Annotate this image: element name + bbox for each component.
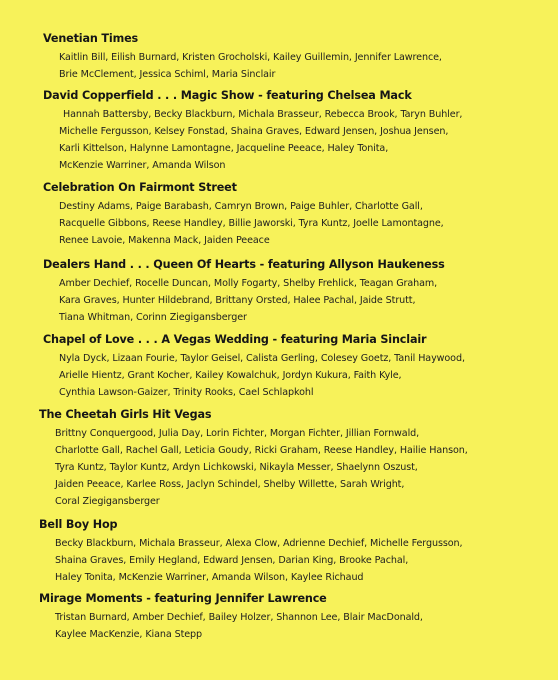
cast-line: Renee Lavoie, Makenna Mack, Jaiden Peeace (59, 235, 270, 246)
cast-line: Haley Tonita, McKenzie Warriner, Amanda Wilson, Kaylee Richaud (55, 572, 364, 583)
cast-line: Michelle Fergusson, Kelsey Fonstad, Shaina Graves, Edward Jensen, Joshua Jensen, (59, 126, 449, 137)
section-title: David Copperfield . . . Magic Show - featuring Chelsea Mack (43, 89, 412, 102)
cast-line: Karli Kittelson, Halynne Lamontagne, Jacqueline Peeace, Haley Tonita, (59, 143, 389, 154)
cast-line: Hannah Battersby, Becky Blackburn, Michala Brasseur, Rebecca Brook, Taryn Buhler, (63, 109, 463, 120)
cast-line: McKenzie Warriner, Amanda Wilson (59, 160, 226, 171)
cast-line: Shaina Graves, Emily Hegland, Edward Jensen, Darian King, Brooke Pachal, (55, 555, 409, 566)
cast-line: Destiny Adams, Paige Barabash, Camryn Brown, Paige Buhler, Charlotte Gall, (59, 201, 423, 212)
section-title: The Cheetah Girls Hit Vegas (39, 408, 212, 421)
cast-line: Kaylee MacKenzie, Kiana Stepp (55, 629, 203, 640)
cast-line: Amber Dechief, Rocelle Duncan, Molly Fogarty, Shelby Frehlick, Teagan Graham, (59, 278, 438, 289)
section-title: Mirage Moments - featuring Jennifer Lawrence (39, 592, 327, 605)
section-title: Dealers Hand . . . Queen Of Hearts - featuring Allyson Haukeness (43, 258, 445, 271)
cast-line: Arielle Hientz, Grant Kocher, Kailey Kowalchuk, Jordyn Kukura, Faith Kyle, (59, 370, 402, 381)
cast-line: Brittny Conquergood, Julia Day, Lorin Fichter, Morgan Fichter, Jillian Fornwald, (55, 428, 420, 439)
cast-line: Cynthia Lawson-Gaizer, Trinity Rooks, Cael Schlapkohl (59, 387, 314, 398)
section-title: Bell Boy Hop (39, 518, 118, 531)
cast-line: Nyla Dyck, Lizaan Fourie, Taylor Geisel, Calista Gerling, Colesey Goetz, Tanil Haywood, (59, 353, 465, 364)
cast-line: Jaiden Peeace, Karlee Ross, Jaclyn Schindel, Shelby Willette, Sarah Wright, (55, 479, 405, 490)
cast-line: Kaitlin Bill, Eilish Burnard, Kristen Grocholski, Kailey Guillemin, Jennifer Lawrence, (59, 52, 442, 63)
cast-line: Tristan Burnard, Amber Dechief, Bailey Holzer, Shannon Lee, Blair MacDonald, (55, 612, 423, 623)
cast-line: Racquelle Gibbons, Reese Handley, Billie Jaworski, Tyra Kuntz, Joelle Lamontagne, (59, 218, 444, 229)
cast-line: Charlotte Gall, Rachel Gall, Leticia Goudy, Ricki Graham, Reese Handley, Hailie Hanson, (55, 445, 468, 456)
cast-line: Becky Blackburn, Michala Brasseur, Alexa Clow, Adrienne Dechief, Michelle Fergusson, (55, 538, 463, 549)
cast-line: Tiana Whitman, Corinn Ziegigansberger (59, 312, 247, 323)
section-title: Venetian Times (43, 32, 139, 45)
section-title: Celebration On Fairmont Street (43, 181, 237, 194)
cast-line: Kara Graves, Hunter Hildebrand, Brittany Orsted, Halee Pachal, Jaide Strutt, (59, 295, 416, 306)
section-title: Chapel of Love . . . A Vegas Wedding - featuring Maria Sinclair (43, 333, 427, 346)
cast-line: Coral Ziegigansberger (55, 496, 160, 507)
cast-line: Brie McClement, Jessica Schiml, Maria Sinclair (59, 69, 276, 80)
cast-line: Tyra Kuntz, Taylor Kuntz, Ardyn Lichkowski, Nikayla Messer, Shaelynn Oszust, (55, 462, 418, 473)
